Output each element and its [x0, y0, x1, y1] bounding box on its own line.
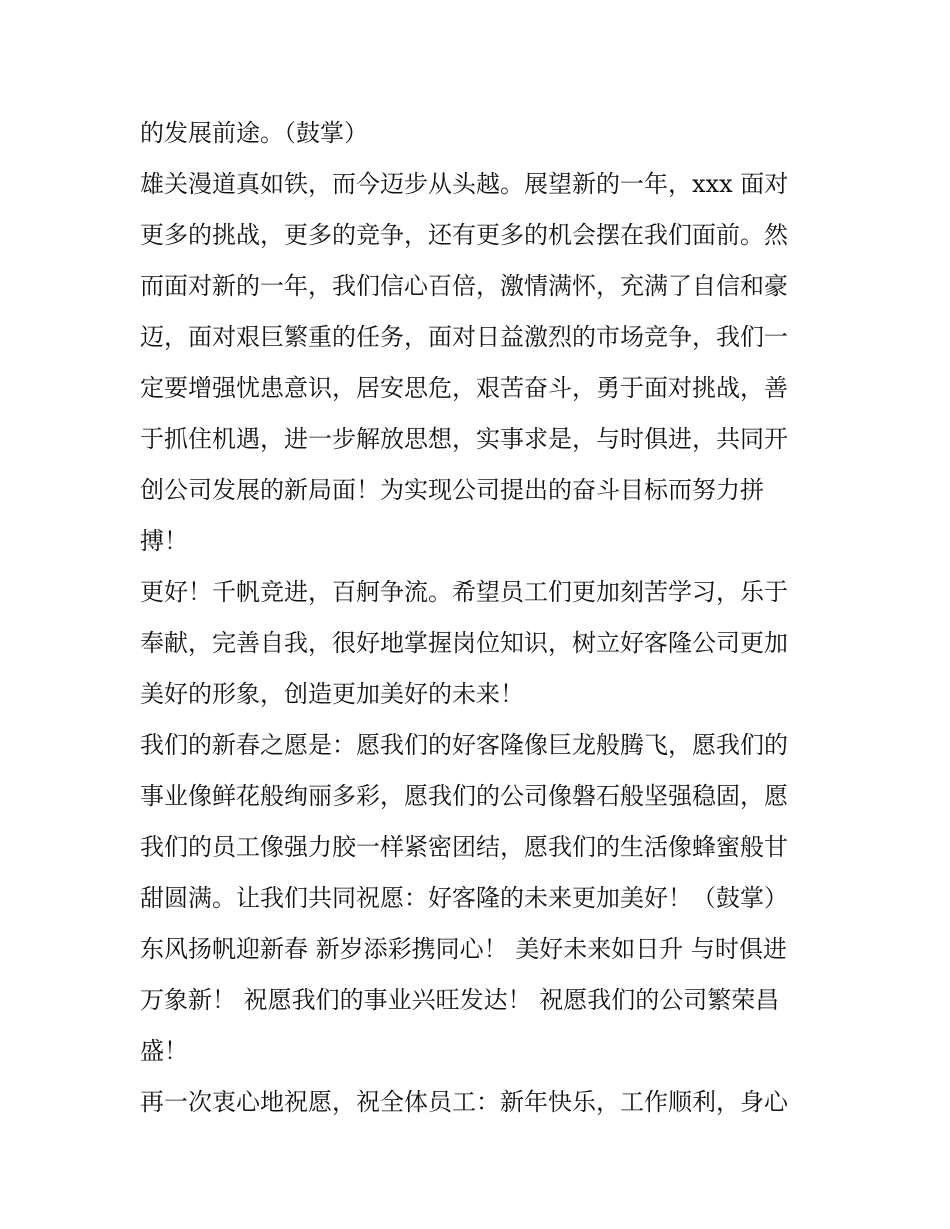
text-line: 甜圆满。让我们共同祝愿：好客隆的未来更加美好！（鼓掌） — [140, 884, 788, 912]
text-line: 万象新！ 祝愿我们的事业兴旺发达！ 祝愿我们的公司繁荣昌 — [140, 986, 780, 1014]
text-line: 于抓住机遇，进一步解放思想，实事求是，与时俱进，共同开 — [140, 425, 788, 453]
text-line: 搏！ — [140, 527, 188, 555]
text-line: 美好的形象，创造更加美好的未来！ — [140, 680, 524, 708]
text-line: 更好！千帆竞进，百舸争流。希望员工们更加刻苦学习，乐于 — [140, 578, 788, 606]
text-line: 创公司发展的新局面！为实现公司提出的奋斗目标而努力拼 — [140, 476, 764, 504]
text-line: 我们的员工像强力胶一样紧密团结，愿我们的生活像蜂蜜般甘 — [140, 833, 788, 861]
text-line: 我们的新春之愿是：愿我们的好客隆像巨龙般腾飞，愿我们的 — [140, 731, 788, 759]
text-line: 雄关漫道真如铁，而今迈步从头越。展望新的一年，xxx 面对 — [140, 170, 789, 198]
text-line: 奉献，完善自我，很好地掌握岗位知识，树立好客隆公司更加 — [140, 629, 788, 657]
text-line: 东风扬帆迎新春 新岁添彩携同心！ 美好未来如日升 与时俱进 — [140, 935, 787, 963]
body-text — [140, 108, 820, 1128]
text-line: 定要增强忧患意识，居安思危，艰苦奋斗，勇于面对挑战，善 — [140, 374, 788, 402]
text-line: 盛！ — [140, 1037, 188, 1065]
text-line: 再一次衷心地祝愿，祝全体员工：新年快乐，工作顺利，身心 — [140, 1088, 788, 1116]
text-line: 事业像鲜花般绚丽多彩，愿我们的公司像磐石般坚强稳固，愿 — [140, 782, 788, 810]
text-line: 而面对新的一年，我们信心百倍，激情满怀，充满了自信和豪 — [140, 272, 788, 300]
text-line: 迈，面对艰巨繁重的任务，面对日益激烈的市场竞争，我们一 — [140, 323, 788, 351]
text-line: 更多的挑战，更多的竞争，还有更多的机会摆在我们面前。然 — [140, 221, 788, 249]
text-line: 的发展前途。（鼓掌） — [140, 119, 368, 147]
